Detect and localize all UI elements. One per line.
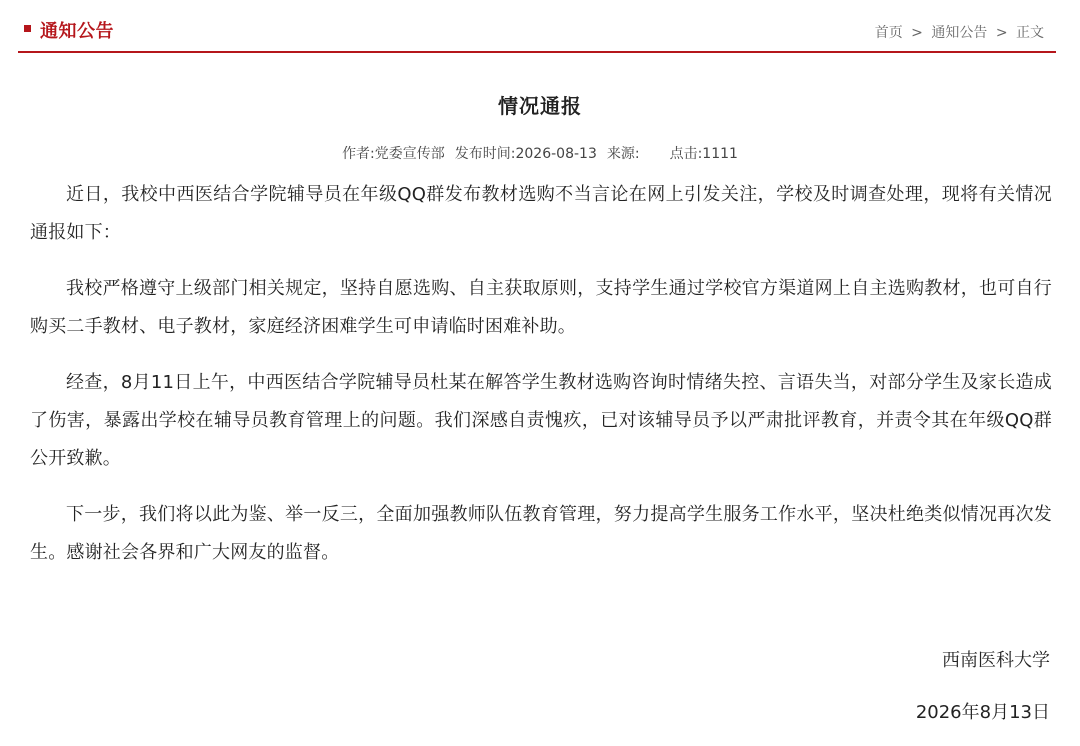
article-author: 作者:党委宣传部 bbox=[342, 146, 445, 162]
article-body bbox=[30, 176, 1052, 590]
section-title: 通知公告 bbox=[40, 21, 114, 42]
breadcrumb-separator: > bbox=[911, 25, 923, 41]
article-paragraph: 近日，我校中西医结合学院辅导员在年级QQ群发布教材选购不当言论在网上引发关注，学校及时调查处理，现将有关情况通报如下： bbox=[30, 184, 1052, 243]
article-paragraph: 我校严格遵守上级部门相关规定，坚持自愿选购、自主获取原则，支持学生通过学校官方渠道网上自主选购教材，也可自行购买二手教材、电子教材，家庭经济困难学生可申请临时困难补助。 bbox=[30, 278, 1052, 337]
article-publish-time: 发布时间:2026-08-13 bbox=[454, 146, 597, 162]
breadcrumb-home-link[interactable]: 首页 bbox=[874, 25, 903, 41]
article-source: 来源: bbox=[606, 146, 640, 162]
section-header bbox=[18, 14, 1056, 52]
article-signature bbox=[916, 642, 1050, 746]
article-views: 点击:1111 bbox=[669, 146, 738, 162]
breadcrumb-separator: > bbox=[995, 25, 1008, 41]
section-marker-icon bbox=[24, 25, 31, 32]
breadcrumb-notices-link[interactable]: 通知公告 bbox=[931, 25, 988, 41]
signature-organization: 西南医科大学 bbox=[942, 650, 1050, 671]
breadcrumb-current: 正文 bbox=[1016, 25, 1044, 41]
breadcrumb bbox=[875, 22, 1044, 42]
article-paragraph: 下一步，我们将以此为鉴、举一反三，全面加强教师队伍教育管理，努力提高学生服务工作水平，坚决杜绝类似情况再次发生。感谢社会各界和广大网友的监督。 bbox=[30, 504, 1052, 563]
signature-date: 2026年8月13日 bbox=[915, 702, 1050, 723]
article-paragraph: 经查，8月11日上午，中西医结合学院辅导员杜某在解答学生教材选购咨询时情绪失控、言语失当，对部分学生及家长造成了伤害，暴露出学校在辅导员教育管理上的问题。我们深感自责愧疚，已对该辅导员予以严肃批评教育，并责令其在年级QQ群公开致歉。 bbox=[30, 372, 1052, 469]
article-meta bbox=[0, 143, 1080, 163]
header-divider bbox=[18, 51, 1056, 53]
article-title: 情况通报 bbox=[498, 94, 582, 118]
